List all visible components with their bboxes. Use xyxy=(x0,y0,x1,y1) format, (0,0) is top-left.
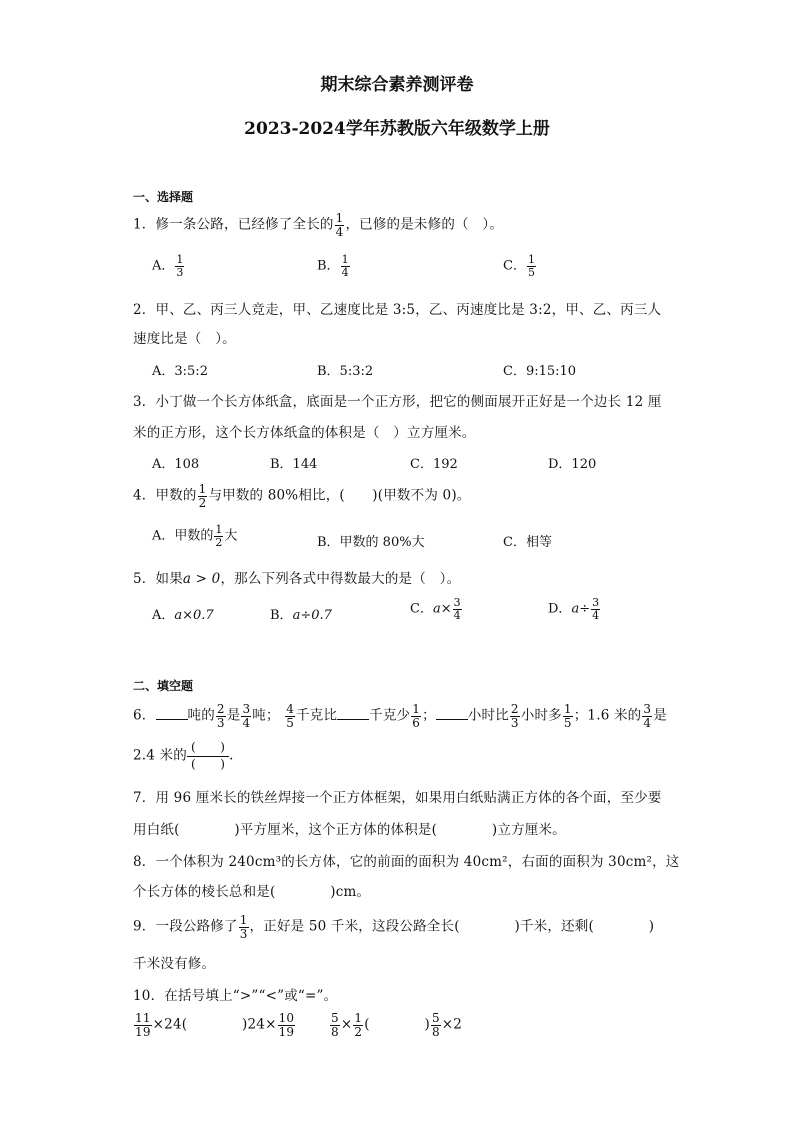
q5-option-c-expr: a× xyxy=(432,601,452,617)
q1-option-b[interactable] xyxy=(317,254,351,278)
question-3-line-2: 米的正方形，这个长方体纸盒的体积是（ ）立方厘米。 xyxy=(133,425,476,441)
q10-e2-frac-2 xyxy=(353,1012,363,1038)
q10-e2f2-den: 2 xyxy=(354,1024,363,1039)
q6-f1-den: 3 xyxy=(216,715,225,730)
q5-d-num: 3 xyxy=(592,596,600,609)
q6-text-2: 是 xyxy=(226,707,241,724)
q5-option-b-label: B． xyxy=(270,608,293,623)
question-1 xyxy=(133,212,503,238)
q1-frac-num: 1 xyxy=(335,211,344,225)
q1-option-c[interactable] xyxy=(503,254,537,278)
q4-frac-den: 2 xyxy=(198,495,207,510)
q6-f4-den: 6 xyxy=(412,715,421,730)
q3-option-c[interactable]: C．192 xyxy=(410,457,458,472)
q6-f3-num: 4 xyxy=(286,702,295,716)
q4-option-b[interactable]: B．甲数的 80%大 xyxy=(317,535,425,550)
q6-text-10: 是 xyxy=(653,707,667,724)
q10-e1-frac-1 xyxy=(134,1012,152,1038)
q6-f3-den: 5 xyxy=(286,715,295,730)
q5-option-b[interactable] xyxy=(270,604,332,623)
q6-answer-num: ( ) xyxy=(187,740,229,757)
q5-option-a-expr: a×0.7 xyxy=(174,608,214,623)
q3-option-d[interactable]: D．120 xyxy=(548,457,597,472)
q5-option-a[interactable] xyxy=(152,604,214,623)
q10-e2-frac-3 xyxy=(431,1012,441,1038)
q9-text-pre: 9．一段公路修了 xyxy=(133,918,238,935)
q10-comparison-2 xyxy=(329,1012,462,1038)
q5-condition: a > 0 xyxy=(182,571,221,587)
q9-text-post: ，正好是 50 千米，这段公路全长( )千米，还剩( ) xyxy=(249,918,655,935)
q1-option-b-label: B． xyxy=(317,258,340,274)
q2-option-a[interactable]: A．3:5:2 xyxy=(152,364,208,379)
q6-text-3: 吨； xyxy=(252,707,280,724)
q5-option-c[interactable] xyxy=(410,597,463,621)
q6-line2-pre: 2.4 米的 xyxy=(133,747,187,764)
q6-text-8: 小时多 xyxy=(520,707,562,724)
q6-blank-2[interactable] xyxy=(337,707,369,720)
question-2-line-1: 2．甲、乙、丙三人竞走，甲、乙速度比是 3:5，乙、丙速度比是 3:2，甲、乙、丙三人 xyxy=(133,302,662,318)
q1-a-den: 3 xyxy=(176,265,184,279)
q6-frac-1 xyxy=(216,703,226,729)
q5-option-a-label: A． xyxy=(152,608,175,623)
q10-e2f3-den: 8 xyxy=(431,1024,440,1039)
q6-frac-3 xyxy=(285,703,295,729)
q5-option-c-fraction xyxy=(453,597,462,621)
q1-option-a-fraction xyxy=(175,254,184,278)
question-5 xyxy=(133,567,460,587)
q4-option-a-pre: A．甲数的 xyxy=(152,528,214,544)
question-2-line-2: 速度比是（ ）。 xyxy=(133,331,236,347)
q6-blank-3[interactable] xyxy=(436,707,468,720)
q4-a-num: 1 xyxy=(215,523,223,536)
q4-option-a-fraction xyxy=(214,524,223,548)
q6-blank-1[interactable] xyxy=(156,707,188,720)
q1-text-pre: 1．修一条公路，已经修了全长的 xyxy=(133,216,334,233)
q5-d-den: 4 xyxy=(592,608,600,622)
q10-e1f2-num: 10 xyxy=(278,1011,295,1025)
q10-e1f1-num: 11 xyxy=(135,1011,151,1025)
section-heading-fill: 二、填空题 xyxy=(133,679,194,693)
q6-frac-7 xyxy=(642,703,652,729)
question-6-line-2 xyxy=(133,740,234,772)
q6-answer-den: ( ) xyxy=(190,756,226,771)
q10-e2-frac-1 xyxy=(330,1012,340,1038)
q10-e2-times: × xyxy=(340,1016,353,1033)
q5-c-den: 4 xyxy=(453,608,461,622)
q6-f1-num: 2 xyxy=(216,702,225,716)
q1-text-post: ，已修的是未修的（ ）。 xyxy=(345,216,504,233)
q10-e1-frac-2 xyxy=(278,1012,296,1038)
q1-option-c-label: C． xyxy=(503,258,526,274)
page-title: 期末综合素养测评卷 xyxy=(320,75,474,95)
q1-frac-den: 4 xyxy=(335,224,344,239)
q10-e2f1-den: 8 xyxy=(331,1024,339,1039)
q5-option-d-expr: a÷ xyxy=(571,601,591,617)
q4-frac-num: 1 xyxy=(198,482,207,496)
q1-a-num: 1 xyxy=(176,253,184,266)
q10-e2f3-num: 5 xyxy=(431,1011,440,1025)
q10-comparison-1 xyxy=(133,1012,296,1038)
q6-f4-num: 1 xyxy=(412,702,421,716)
q6-f2-num: 3 xyxy=(242,702,251,716)
q4-option-a-post: 大 xyxy=(224,528,238,544)
q6-f5-den: 3 xyxy=(510,715,519,730)
q5-option-c-label: C． xyxy=(410,601,433,617)
question-4 xyxy=(133,483,470,509)
q1-option-b-fraction xyxy=(341,254,350,278)
q10-e1-middle[interactable]: ×24( )24× xyxy=(152,1016,277,1033)
q6-answer-fraction[interactable] xyxy=(187,740,229,772)
q9-frac-den: 3 xyxy=(239,926,248,941)
q4-a-den: 2 xyxy=(215,535,223,549)
q9-fraction xyxy=(239,914,249,940)
q6-text-7: 小时比 xyxy=(467,707,509,724)
q4-fraction xyxy=(198,483,208,509)
q1-option-a[interactable] xyxy=(152,254,185,278)
q6-f5-num: 2 xyxy=(510,702,519,716)
q6-text-4: 千克比 xyxy=(296,707,338,724)
q6-text-9: ；1.6 米的 xyxy=(573,707,642,724)
question-7-line-1: 7．用 96 厘米长的铁丝焊接一个正方体框架，如果用白纸贴满正方体的各个面，至少要 xyxy=(133,790,662,806)
q6-text-1: 吨的 xyxy=(187,707,215,724)
q6-text-5: 千克少 xyxy=(369,707,411,724)
q1-b-den: 4 xyxy=(341,265,349,279)
q5-option-b-expr: a÷0.7 xyxy=(292,608,332,623)
q6-frac-2 xyxy=(241,703,251,729)
q6-frac-6 xyxy=(563,703,573,729)
question-3-line-1: 3．小丁做一个长方体纸盒，底面是一个正方形，把它的侧面展开正好是一个边长 12 厘 xyxy=(133,394,662,410)
q6-number: 6． xyxy=(133,707,156,724)
q5-option-d-label: D． xyxy=(548,601,572,617)
q10-e2-post: ×2 xyxy=(441,1016,463,1033)
q10-e2-middle[interactable]: ( ) xyxy=(364,1016,430,1033)
q10-e2f1-num: 5 xyxy=(331,1011,339,1025)
q2-option-c[interactable]: C．9:15:10 xyxy=(503,364,577,379)
q10-e1f2-den: 19 xyxy=(278,1024,295,1039)
q1-option-c-fraction xyxy=(527,254,536,278)
q6-f2-den: 4 xyxy=(242,715,251,730)
q4-text-pre: 4．甲数的 xyxy=(133,487,197,504)
q6-frac-4 xyxy=(411,703,421,729)
q6-line2-post: . xyxy=(229,747,234,764)
page-subtitle: 2023-2024学年苏教版六年级数学上册 xyxy=(244,119,550,139)
q6-f7-num: 3 xyxy=(643,702,652,716)
q4-option-a[interactable] xyxy=(152,524,237,548)
q9-frac-num: 1 xyxy=(239,913,248,927)
q5-c-num: 3 xyxy=(453,596,461,609)
q6-f6-den: 5 xyxy=(563,715,572,730)
q1-c-den: 5 xyxy=(527,265,535,279)
q3-option-b[interactable]: B．144 xyxy=(270,457,318,472)
question-10-instruction: 10．在括号填上“>”“<”或“=”。 xyxy=(133,988,338,1004)
q1-option-a-label: A． xyxy=(152,258,175,274)
question-8-line-2: 个长方体的棱长总和是( )cm。 xyxy=(133,884,371,900)
q1-fraction xyxy=(335,212,345,238)
q4-text-post: 与甲数的 80%相比，( )(甲数不为 0)。 xyxy=(208,487,471,504)
q6-f7-den: 4 xyxy=(643,715,652,730)
q5-text-pre: 5．如果 xyxy=(133,571,183,587)
q10-e2f2-num: 1 xyxy=(354,1011,363,1025)
section-heading-choice: 一、选择题 xyxy=(133,190,194,204)
question-9-line-1 xyxy=(133,914,654,940)
q1-c-num: 1 xyxy=(527,253,535,266)
q3-option-a[interactable]: A．108 xyxy=(152,457,200,472)
q4-option-c[interactable]: C．相等 xyxy=(503,535,552,550)
q5-option-d[interactable] xyxy=(548,597,601,621)
question-9-line-2: 千米没有修。 xyxy=(133,956,216,972)
question-6-line-1 xyxy=(133,703,667,729)
q5-text-post: ，那么下列各式中得数最大的是（ ）。 xyxy=(220,571,461,587)
q6-text-6: ； xyxy=(422,707,436,724)
q5-option-d-fraction xyxy=(591,597,600,621)
q6-frac-5 xyxy=(510,703,520,729)
question-8-line-1: 8．一个体积为 240cm³的长方体，它的前面的面积为 40cm²，右面的面积为 30cm²，这 xyxy=(133,854,680,870)
q1-b-num: 1 xyxy=(341,253,349,266)
q6-f6-num: 1 xyxy=(563,702,572,716)
q10-e1f1-den: 19 xyxy=(135,1024,151,1039)
question-7-line-2: 用白纸( )平方厘米，这个正方体的体积是( )立方厘米。 xyxy=(133,822,566,838)
q2-option-b[interactable]: B．5:3:2 xyxy=(317,364,374,379)
